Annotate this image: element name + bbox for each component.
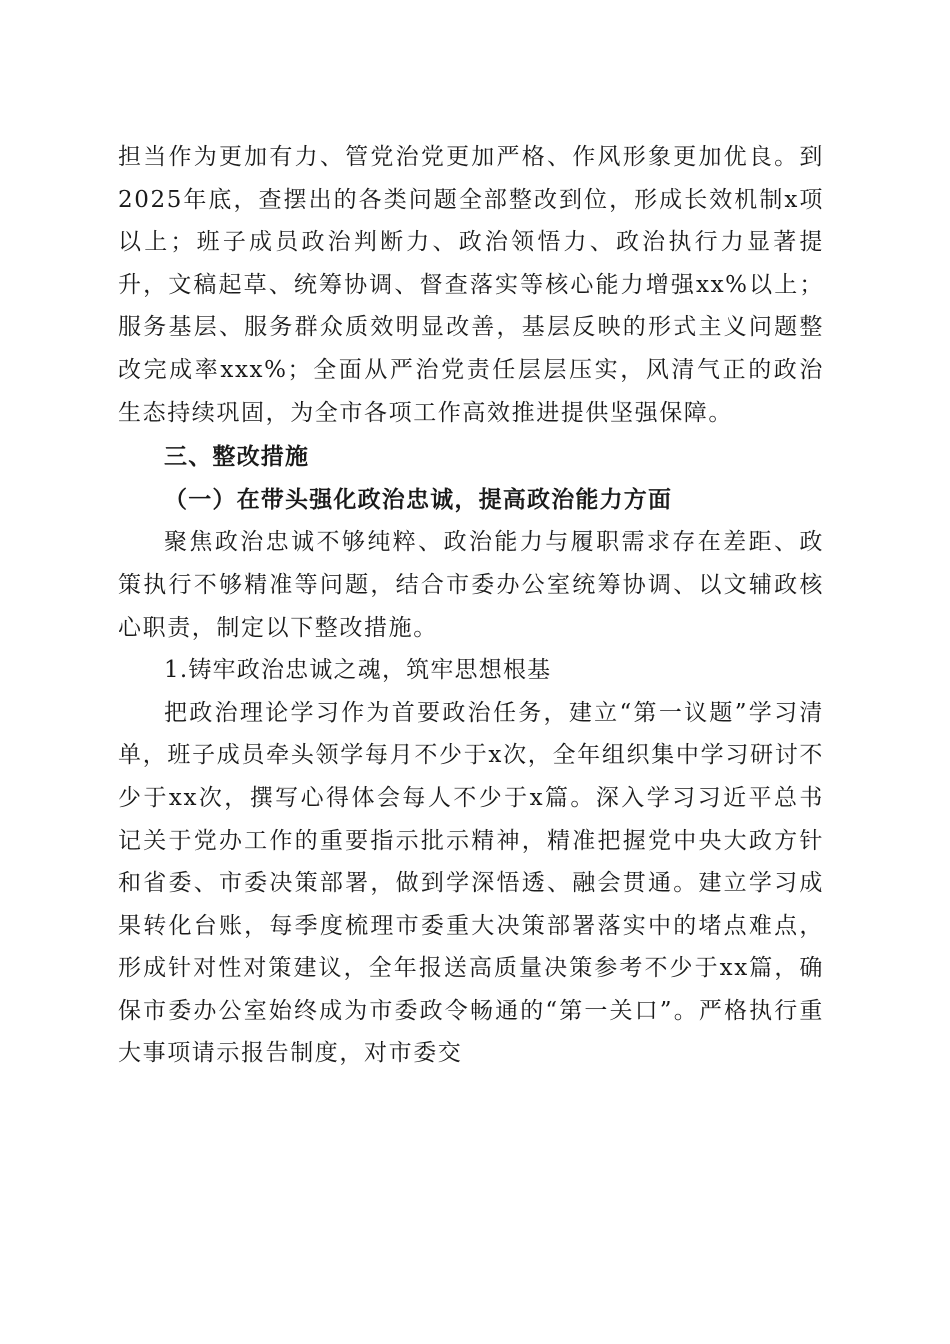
section-heading: 三、整改措施 — [164, 444, 310, 471]
paragraph-measures: 把政治理论学习作为首要政治任务，建立“第一议题”学习清单，班子成员牵头领学每月不少于x次，全年组织集中学习研讨不少于xx次，撰写心得体会每人不少于x篇。深入学习习近平总书记关于党办工作的重要指示批示精神，精准把握党中央大政方针和省委、市委决策部署，做到学深悟透、融会贯通。建立学习成果转化台账，每季度梳理市委重大决策部署落实中的堵点难点，形成针对性对策建议，全年报送高质量决策参考不少于xx篇，确保市委办公室始终成为市委政令畅通的“第一关口”。严格执行重大事项请示报告制度，对市委交 — [118, 699, 824, 1067]
subsection-heading: （一）在带头强化政治忠诚，提高政治能力方面 — [164, 485, 673, 513]
item-title: 1.铸牢政治忠诚之魂，筑牢思想根基 — [164, 657, 552, 684]
paragraph-intro: 聚焦政治忠诚不够纯粹、政治能力与履职需求存在差距、政策执行不够精准等问题，结合市委办公室统筹协调、以文辅政核心职责，制定以下整改措施。 — [118, 529, 824, 641]
document-body — [118, 136, 824, 1075]
paragraph-continued: 担当作为更加有力、管党治党更加严格、作风形象更加优良。到2025年底，查摆出的各类问题全部整改到位，形成长效机制x项以上；班子成员政治判断力、政治领悟力、政治执行力显著提升，文稿起草、统筹协调、督查落实等核心能力增强xx%以上；服务基层、服务群众质效明显改善，基层反映的形式主义问题整改完成率xxx%；全面从严治党责任层层压实，风清气正的政治生态持续巩固，为全市各项工作高效推进提供坚强保障。 — [118, 144, 824, 426]
